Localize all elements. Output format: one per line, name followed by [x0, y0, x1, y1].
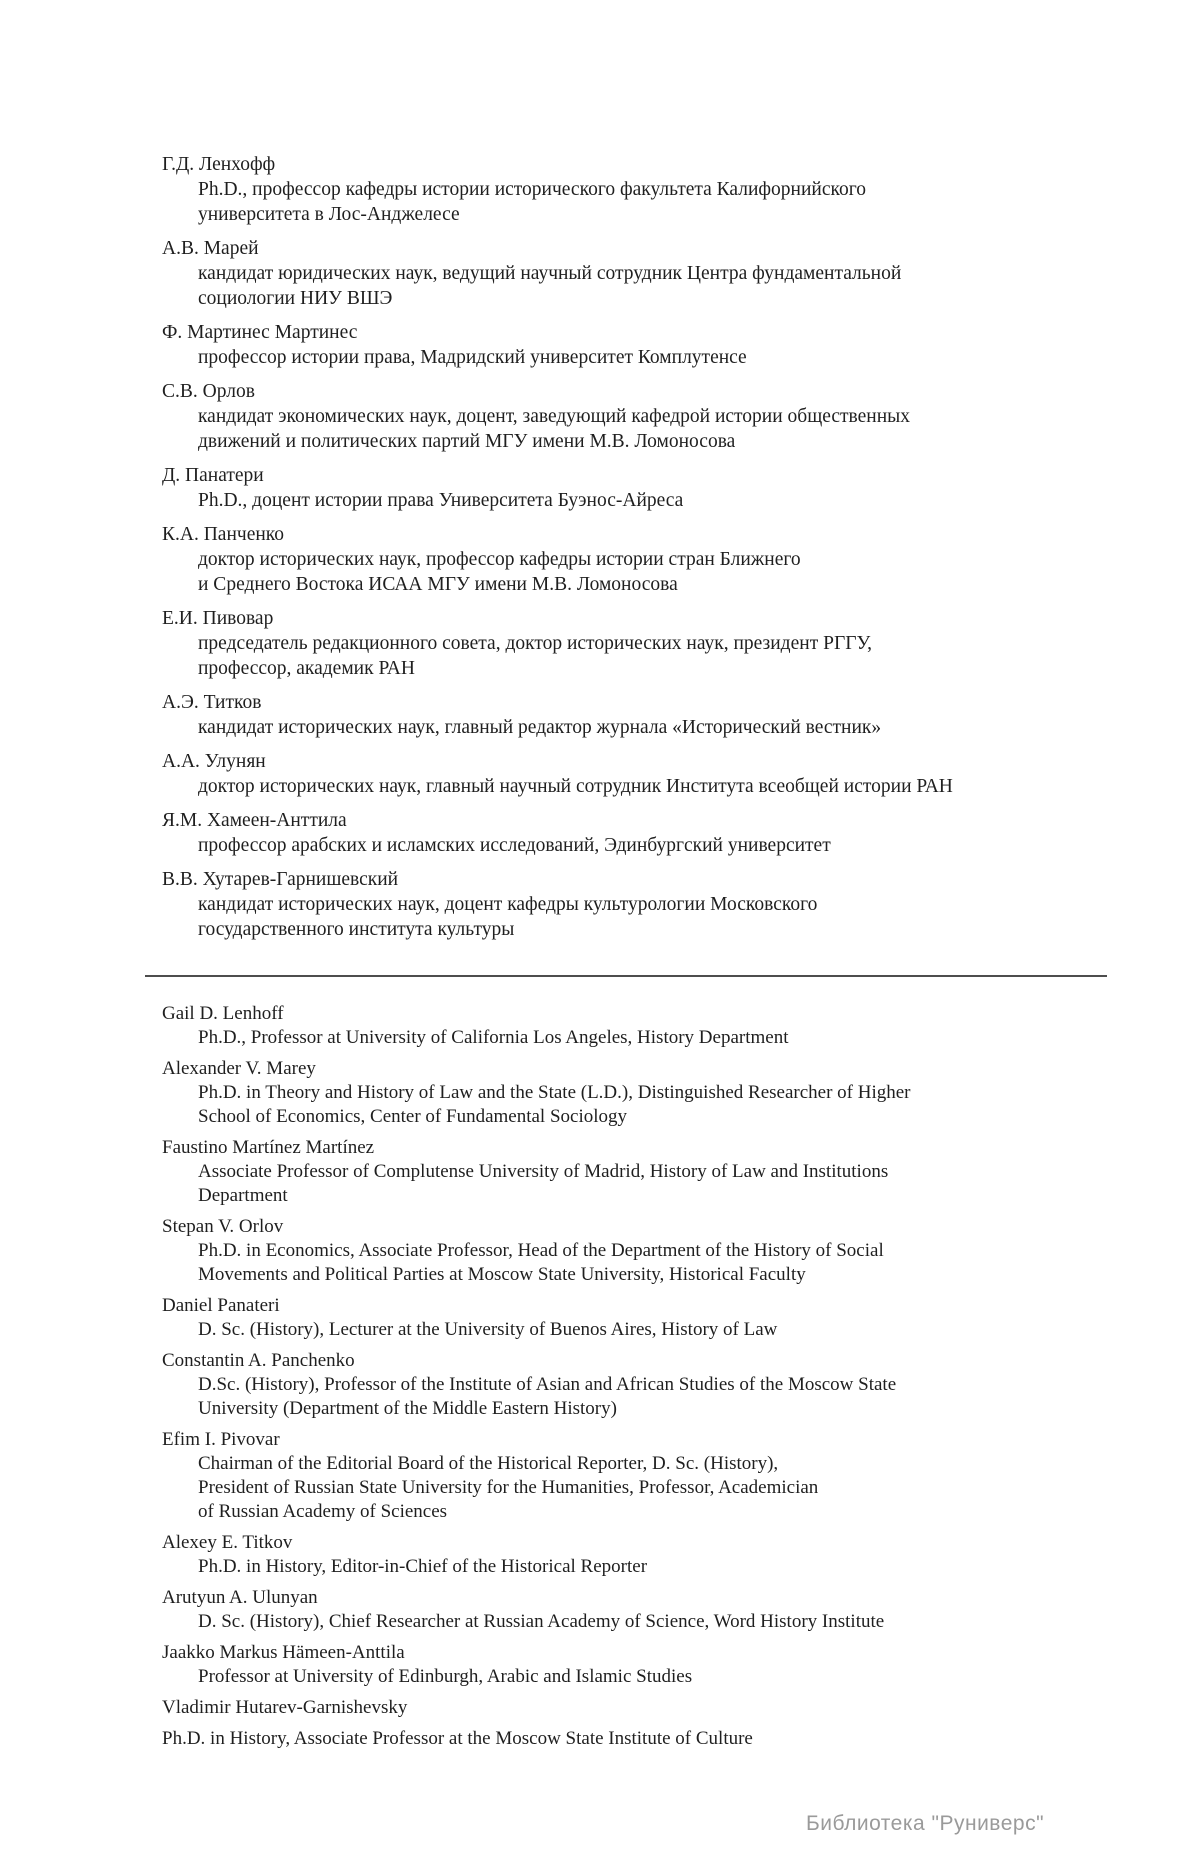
credential-line: Ph.D. in History, Editor-in-Chief of the Historical Reporter: [198, 1556, 648, 1577]
board-member-entry: [162, 1586, 1162, 1634]
credential-line: кандидат экономических наук, доцент, заведующий кафедрой истории общественных: [198, 406, 911, 427]
member-credentials: [162, 1239, 1162, 1287]
credential-line: Ph.D., доцент истории права Университета Буэнос-Айреса: [198, 490, 684, 511]
entries-list-english: [162, 1002, 1162, 1720]
board-member-entry: [162, 1641, 1162, 1689]
member-credentials: [162, 488, 1152, 513]
member-credentials: [162, 261, 1152, 311]
member-name: Е.И. Пивовар: [162, 608, 274, 629]
member-credentials: [162, 1160, 1162, 1208]
credential-line: социологии НИУ ВШЭ: [198, 288, 393, 309]
member-credentials: [162, 833, 1152, 858]
board-member-entry: [162, 463, 1152, 513]
footer-credential-line: Ph.D. in History, Associate Professor at the Moscow State Institute of Culture: [162, 1728, 753, 1749]
member-name: А.Э. Титков: [162, 692, 262, 713]
credential-line: President of Russian State University for the Humanities, Professor, Academician: [198, 1477, 819, 1498]
member-name: Г.Д. Ленхофф: [162, 154, 276, 175]
credential-line: профессор истории права, Мадридский университет Комплутенсе: [198, 347, 747, 368]
credential-line: Chairman of the Editorial Board of the Historical Reporter, D. Sc. (History),: [198, 1453, 779, 1474]
credential-line: Ph.D. in Theory and History of Law and the State (L.D.), Distinguished Researcher of Higher: [198, 1082, 911, 1103]
member-credentials: [162, 1665, 1162, 1689]
member-name: Faustino Martínez Martínez: [162, 1137, 375, 1158]
member-name: Д. Панатери: [162, 465, 264, 486]
credential-line: School of Economics, Center of Fundamental Sociology: [198, 1106, 628, 1127]
board-member-entry: [162, 1002, 1162, 1050]
member-credentials: [162, 631, 1152, 681]
board-member-entry: [162, 379, 1152, 454]
member-name: Alexey E. Titkov: [162, 1532, 293, 1553]
member-credentials: [162, 1452, 1162, 1524]
board-member-entry: [162, 236, 1152, 311]
member-credentials: [162, 1555, 1162, 1579]
credential-line: доктор исторических наук, профессор кафедры истории стран Ближнего: [198, 549, 801, 570]
member-name: А.А. Улунян: [162, 751, 266, 772]
member-name: К.А. Панченко: [162, 524, 285, 545]
member-credentials: [162, 774, 1152, 799]
credential-line: Professor at University of Edinburgh, Arabic and Islamic Studies: [198, 1666, 693, 1687]
member-name: Stepan V. Orlov: [162, 1216, 284, 1237]
board-member-entry: [162, 320, 1152, 370]
board-member-entry: [162, 808, 1152, 858]
credential-line: государственного института культуры: [198, 919, 515, 940]
board-member-entry: [162, 522, 1152, 597]
board-member-entry: [162, 749, 1152, 799]
credential-line: университета в Лос-Анджелесе: [198, 204, 460, 225]
member-name: Ф. Мартинес Мартинес: [162, 322, 358, 343]
member-credentials: [162, 345, 1152, 370]
board-member-entry: [162, 1349, 1162, 1421]
credential-line: Ph.D. in Economics, Associate Professor, Head of the Department of the History of Social: [198, 1240, 884, 1261]
member-credentials: [162, 177, 1152, 227]
library-watermark: Библиотека "Руниверс": [806, 1812, 1045, 1835]
member-name: Gail D. Lenhoff: [162, 1003, 284, 1024]
member-credentials: [162, 1610, 1162, 1634]
board-member-entry: [162, 1531, 1162, 1579]
member-name: В.В. Хутарев-Гарнишевский: [162, 869, 399, 890]
board-member-entry: [162, 606, 1152, 681]
board-member-entry: [162, 1057, 1162, 1129]
member-credentials: [162, 547, 1152, 597]
member-name: Jaakko Markus Hämeen-Anttila: [162, 1642, 405, 1663]
member-credentials: [162, 1026, 1162, 1050]
board-member-entry: [162, 1215, 1162, 1287]
credential-line: профессор, академик РАН: [198, 658, 415, 679]
credential-line: D.Sc. (History), Professor of the Institute of Asian and African Studies of the Moscow State: [198, 1374, 897, 1395]
board-member-entry: [162, 1294, 1162, 1342]
credential-line: Department: [198, 1185, 288, 1206]
board-member-entry: [162, 152, 1152, 227]
credential-line: движений и политических партий МГУ имени М.В. Ломоносова: [198, 431, 736, 452]
member-name: Arutyun A. Ulunyan: [162, 1587, 318, 1608]
member-name: Efim I. Pivovar: [162, 1429, 280, 1450]
member-credentials: [162, 1318, 1162, 1342]
member-name: А.В. Марей: [162, 238, 259, 259]
member-credentials: [162, 404, 1152, 454]
member-name: Vladimir Hutarev-Garnishevsky: [162, 1697, 408, 1718]
credential-line: кандидат исторических наук, доцент кафедры культурологии Московского: [198, 894, 818, 915]
credential-line: D. Sc. (History), Lecturer at the University of Buenos Aires, History of Law: [198, 1319, 778, 1340]
credential-line: D. Sc. (History), Chief Researcher at Russian Academy of Science, Word History Institute: [198, 1611, 885, 1632]
board-member-entry: [162, 1696, 1162, 1720]
credential-line: кандидат юридических наук, ведущий научный сотрудник Центра фундаментальной: [198, 263, 902, 284]
credential-line: доктор исторических наук, главный научный сотрудник Института всеобщей истории РАН: [198, 776, 953, 797]
member-credentials: [162, 1373, 1162, 1421]
member-name: Constantin A. Panchenko: [162, 1350, 355, 1371]
member-name: Alexander V. Marey: [162, 1058, 316, 1079]
credential-line: University (Department of the Middle Eastern History): [198, 1398, 617, 1419]
credential-line: профессор арабских и исламских исследований, Эдинбургский университет: [198, 835, 831, 856]
credential-line: Ph.D., Professor at University of California Los Angeles, History Department: [198, 1027, 789, 1048]
credential-line: Associate Professor of Complutense University of Madrid, History of Law and Institutions: [198, 1161, 889, 1182]
credential-line: и Среднего Востока ИСАА МГУ имени М.В. Ломоносова: [198, 574, 678, 595]
board-member-entry: [162, 1136, 1162, 1208]
credential-line: Movements and Political Parties at Moscow State University, Historical Faculty: [198, 1264, 806, 1285]
member-credentials: [162, 715, 1152, 740]
credential-line: кандидат исторических наук, главный редактор журнала «Исторический вестник»: [198, 717, 882, 738]
member-name: Я.М. Хамеен-Анттила: [162, 810, 347, 831]
board-member-entry: [162, 1428, 1162, 1524]
member-credentials: [162, 1081, 1162, 1129]
credential-line: председатель редакционного совета, доктор исторических наук, президент РГГУ,: [198, 633, 872, 654]
section-divider-rule: [145, 975, 1107, 977]
editorial-board-section-russian: [162, 152, 1152, 951]
board-member-entry: [162, 867, 1152, 942]
entries-list-russian: [162, 152, 1152, 942]
member-name: С.В. Орлов: [162, 381, 255, 402]
member-credentials: [162, 892, 1152, 942]
credential-line: Ph.D., профессор кафедры истории исторического факультета Калифорнийского: [198, 179, 867, 200]
member-name: Daniel Panateri: [162, 1295, 280, 1316]
editorial-board-section-english: [162, 1002, 1162, 1751]
credential-line: of Russian Academy of Sciences: [198, 1501, 448, 1522]
board-member-entry: [162, 690, 1152, 740]
